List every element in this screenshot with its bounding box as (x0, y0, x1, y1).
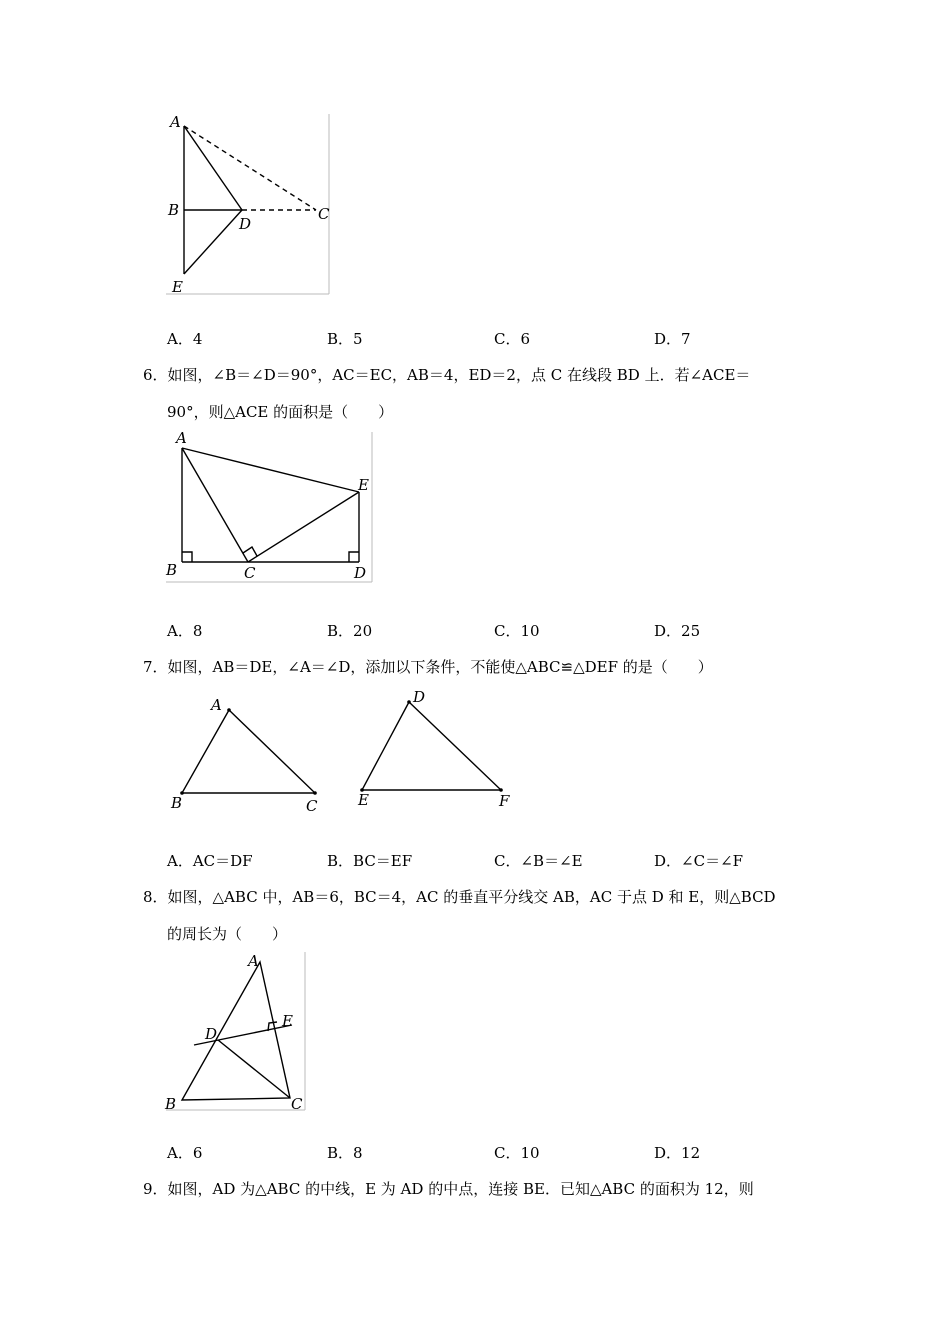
label-F: F (499, 792, 510, 810)
label-C: C (244, 564, 256, 582)
option-d: D．7 (654, 330, 691, 348)
label-E: E (358, 476, 369, 494)
label-A: A (248, 952, 259, 970)
option-c: C．6 (494, 330, 531, 348)
label-B: B (165, 1095, 177, 1113)
q8-line1: 8．如图，△ABC 中，AB＝6，BC＝4，AC 的垂直平分线交 AB，AC 于点 D 和 E，则△BCD (143, 888, 776, 906)
option-b: B．8 (327, 1144, 363, 1162)
option-a: A．AC＝DF (167, 852, 253, 870)
label-B: B (168, 201, 180, 219)
segment-ED (184, 210, 242, 274)
q9-line1: 9．如图，AD 为△ABC 的中线，E 为 AD 的中点，连接 BE．已知△ABC 的面积为 12，则 (143, 1180, 754, 1198)
segment-CE (248, 492, 359, 562)
option-c: C．10 (494, 1144, 540, 1162)
label-A: A (170, 113, 181, 131)
option-d: D．12 (654, 1144, 701, 1162)
label-C: C (291, 1095, 303, 1113)
q8-line2: 的周长为（ ） (167, 925, 288, 943)
option-d: D．∠C＝∠F (654, 852, 744, 870)
option-c: C．∠B＝∠E (494, 852, 583, 870)
label-D: D (354, 564, 367, 582)
q7-figure (160, 684, 520, 816)
q6-line2: 90°，则△ACE 的面积是（ ） (167, 403, 394, 421)
label-D: D (413, 688, 426, 706)
label-E: E (282, 1012, 293, 1030)
segment-AC-dashed (184, 126, 316, 210)
triangle-DEF (362, 702, 501, 790)
q7-line1: 7．如图，AB＝DE，∠A＝∠D，添加以下条件，不能使△ABC≌△DEF 的是（ ） (143, 658, 713, 676)
q6-line1: 6．如图，∠B＝∠D＝90°，AC＝EC，AB＝4，ED＝2，点 C 在线段 BD 上．若∠ACE＝ (143, 366, 751, 384)
right-angle-D (349, 552, 359, 562)
q6-figure (160, 428, 380, 588)
segment-AC (182, 448, 248, 562)
label-D: D (205, 1025, 218, 1043)
option-a: A．4 (167, 330, 203, 348)
segment-AE (182, 448, 359, 492)
option-b: B．BC＝EF (327, 852, 413, 870)
label-C: C (318, 205, 330, 223)
option-c: C．10 (494, 622, 540, 640)
label-E: E (358, 791, 369, 809)
label-A: A (176, 429, 187, 447)
label-A: A (211, 696, 222, 714)
triangle-ABC (182, 962, 290, 1100)
right-angle-C (243, 547, 257, 556)
option-b: B．20 (327, 622, 373, 640)
label-B: B (171, 794, 183, 812)
option-b: B．5 (327, 330, 363, 348)
label-C: C (306, 797, 318, 815)
triangle-ABC (182, 710, 315, 793)
q8-figure (160, 948, 315, 1118)
option-d: D．25 (654, 622, 701, 640)
segment-AD (184, 126, 242, 210)
option-a: A．8 (167, 622, 203, 640)
label-E: E (172, 278, 183, 296)
label-D: D (239, 215, 252, 233)
q5-figure (160, 108, 335, 300)
label-B: B (166, 561, 178, 579)
option-a: A．6 (167, 1144, 203, 1162)
right-angle-B (182, 552, 192, 562)
